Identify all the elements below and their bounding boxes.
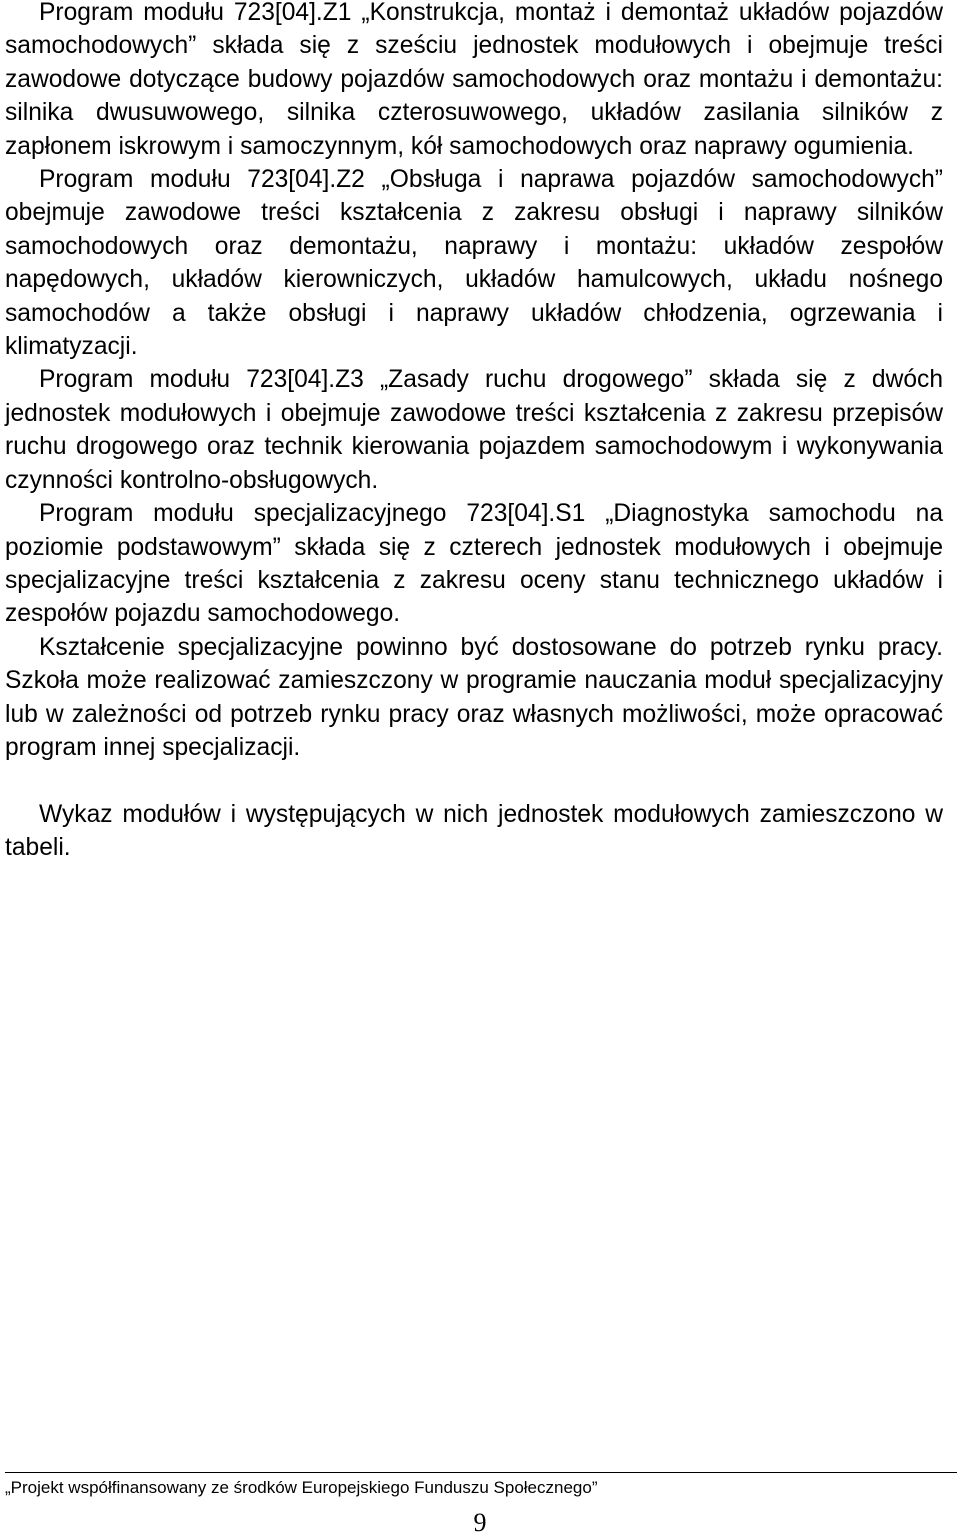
footer-funding-note: „Projekt współfinansowany ze środków Europejskiego Funduszu Społecznego” (5, 1478, 598, 1497)
paragraph-module-z2: Program modułu 723[04].Z2 „Obsługa i naprawa pojazdów samochodowych” obejmuje zawodowe treści kształcenia z zakresu obsługi i naprawy silników samochodowych oraz demontażu, naprawy i montażu: układów zespołów napędowych, układów kierowniczych, układów hamulcowych, układu nośnego samochodów a także obsługi i naprawy układów chłodzenia, ogrzewania i klimatyzacji. (5, 166, 943, 361)
page-number: 9 (473, 1508, 487, 1537)
paragraph-module-z3: Program modułu 723[04].Z3 „Zasady ruchu drogowego” składa się z dwóch jednostek modułowych i obejmuje zawodowe treści kształcenia z zakresu przepisów ruchu drogowego oraz technik kierowania pojazdem samochodowym i wykonywania czynności kontrolno-obsługowych. (5, 366, 943, 494)
paragraph-spacer (5, 764, 943, 797)
paragraph-module-z1: Program modułu 723[04].Z1 „Konstrukcja, montaż i demontaż układów pojazdów samochodowych” składa się z sześciu jednostek modułowych i obejmuje treści zawodowe dotyczące budowy pojazdów samochodowych oraz montażu i demontażu: silnika dwusuwowego, silnika czterosuwowego, układów zasilania silników z zapłonem iskrowym i samoczynnym, kół samochodowych oraz naprawy ogumienia. (5, 0, 943, 160)
paragraph-specialization: Kształcenie specjalizacyjne powinno być dostosowane do potrzeb rynku pracy. Szkoła może realizować zamieszczony w programie nauczania moduł specjalizacyjny lub w zależności od potrzeb rynku pracy oraz własnych możliwości, może opracować program innej specjalizacji. (5, 633, 943, 761)
footer-divider (5, 1472, 957, 1473)
paragraph-table-reference: Wykaz modułów i występujących w nich jednostek modułowych zamieszczono w tabeli. (5, 800, 943, 862)
paragraph-module-s1: Program modułu specjalizacyjnego 723[04].S1 „Diagnostyka samochodu na poziomie podstawowym” składa się z czterech jednostek modułowych i obejmuje specjalizacyjne treści kształcenia z zakresu oceny stanu technicznego układów i zespołów pojazdu samochodowego. (5, 500, 943, 628)
document-body (5, 0, 943, 865)
